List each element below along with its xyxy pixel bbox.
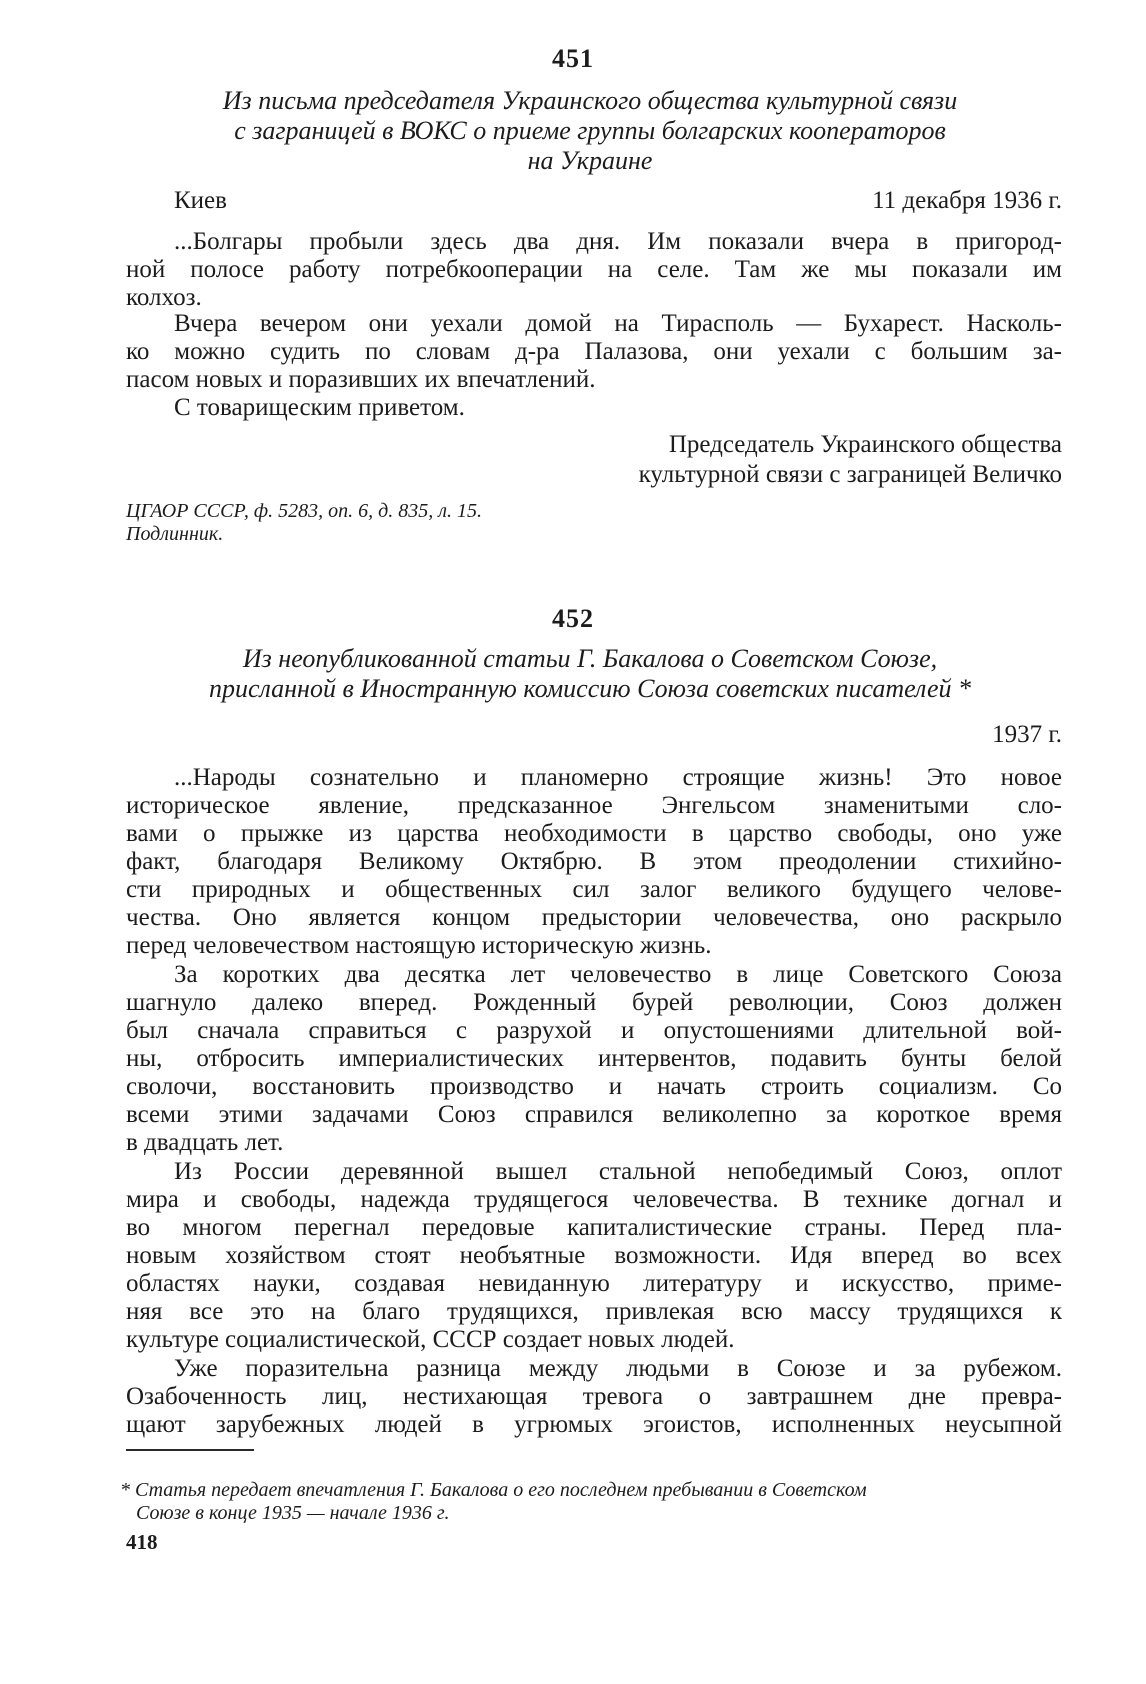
page-number: 418 (126, 1530, 158, 1554)
text-line: щают зарубежных людей в угрюмых эгоистов, исполненных неусыпной (126, 1411, 1062, 1438)
text-line: историческое явление, предсказанное Энгельсом знаменитыми сло- (126, 792, 1062, 819)
text-line: Озабоченность лиц, нестихающая тревога о завтрашнем дне превра- (126, 1383, 1062, 1410)
text-line: сти природных и общественных сил залог великого будущего челове- (126, 876, 1062, 903)
text-line: культуре социалистической, СССР создает новых людей. (126, 1326, 735, 1353)
text-line: факт, благодаря Великому Октябрю. В этом преодолении стихийно- (126, 848, 1062, 875)
text-line: Уже поразительна разница между людьми в Союзе и за рубежом. (174, 1355, 1062, 1382)
doc-451-paragraph-1 (126, 228, 1062, 312)
doc-452-paragraph-4 (126, 1355, 1062, 1439)
source-line: ЦГАОР СССР, ф. 5283, оп. 6, д. 835, л. 15. (126, 500, 482, 522)
text-line: ны, отбросить империалистических интервентов, подавить бунты белой (126, 1045, 1062, 1072)
text-line: во многом перегнал передовые капиталистические страны. Перед пла- (126, 1214, 1062, 1241)
doc-452-paragraph-1 (126, 764, 1062, 960)
footnote-line: * Статья передает впечатления Г. Бакалова о его последнем пребывании в Советском (120, 1479, 867, 1501)
text-line: чества. Оно является концом предыстории человечества, оно раскрыло (126, 904, 1062, 931)
date: 1937 г. (992, 721, 1062, 748)
text-line: няя все это на благо трудящихся, привлекая всю массу трудящихся к (126, 1298, 1062, 1325)
text-line: Из России деревянной вышел стальной непобедимый Союз, оплот (174, 1158, 1062, 1185)
text-line: мира и свободы, надежда трудящегося человечества. В технике догнал и (126, 1186, 1062, 1213)
text-line: сволочи, восстановить производство и начать строить социализм. Со (126, 1073, 1062, 1100)
doc-452-number: 452 (552, 604, 594, 633)
doc-451-source (126, 500, 482, 546)
footnote-divider (126, 1449, 254, 1451)
date: 11 декабря 1936 г. (872, 187, 1062, 214)
doc-451-paragraph-3 (126, 394, 1062, 422)
text-line: ...Болгары пробыли здесь два дня. Им показали вчера в пригород- (174, 228, 1062, 255)
footnote (120, 1479, 1060, 1525)
doc-451-heading (140, 86, 1040, 176)
heading-line: присланной в Иностранную комиссию Союза советских писателей * (208, 674, 972, 703)
text-line: шагнуло далеко вперед. Рожденный бурей революции, Союз должен (126, 989, 1062, 1016)
doc-452-paragraph-2 (126, 961, 1062, 1157)
text-line: колхоз. (126, 284, 202, 311)
doc-452-heading (140, 644, 1040, 704)
text-line: был сначала справиться с разрухой и опустошениями длительной вой- (126, 1017, 1062, 1044)
text-line: Вчера вечером они уехали домой на Тирасполь — Бухарест. Насколь- (174, 310, 1062, 337)
text-line: ко можно судить по словам д-ра Палазова, они уехали с большим за- (126, 338, 1062, 365)
text-line: областях науки, создавая невиданную литературу и искусство, приме- (126, 1270, 1062, 1297)
text-line: в двадцать лет. (126, 1129, 284, 1156)
doc-451-signature (639, 430, 1062, 490)
source-line: Подлинник. (126, 523, 224, 545)
doc-452-paragraph-3 (126, 1158, 1062, 1354)
text-line: вами о прыжке из царства необходимости в царство свободы, оно уже (126, 820, 1062, 847)
doc-451-number: 451 (552, 44, 594, 73)
text-line: перед человечеством настоящую историческую жизнь. (126, 932, 712, 959)
heading-line: на Украине (527, 146, 653, 175)
text-line: новым хозяйством стоят необъятные возможности. Идя вперед во всех (126, 1242, 1062, 1269)
place: Киев (174, 187, 227, 214)
text-line: ...Народы сознательно и планомерно строящие жизнь! Это новое (174, 764, 1062, 791)
text-line: ной полосе работу потребкооперации на селе. Там же мы показали им (126, 256, 1062, 283)
signature-line: культурной связи с заграницей Величко (638, 461, 1062, 488)
heading-line: Из письма председателя Украинского общества культурной связи (222, 86, 958, 115)
heading-line: Из неопубликованной статьи Г. Бакалова о Советском Союзе, (242, 644, 938, 673)
text-line: С товарищеским приветом. (174, 394, 465, 421)
text-line: всеми этими задачами Союз справился великолепно за короткое время (126, 1101, 1062, 1128)
doc-451-paragraph-2 (126, 310, 1062, 394)
heading-line: с заграницей в ВОКС о приеме группы болгарских кооператоров (234, 116, 946, 145)
footnote-line: Союзе в конце 1935 — начале 1936 г. (136, 1502, 450, 1524)
signature-line: Председатель Украинского общества (668, 431, 1062, 458)
text-line: За коротких два десятка лет человечество в лице Советского Союза (174, 961, 1062, 988)
text-line: пасом новых и поразивших их впечатлений. (126, 366, 596, 393)
